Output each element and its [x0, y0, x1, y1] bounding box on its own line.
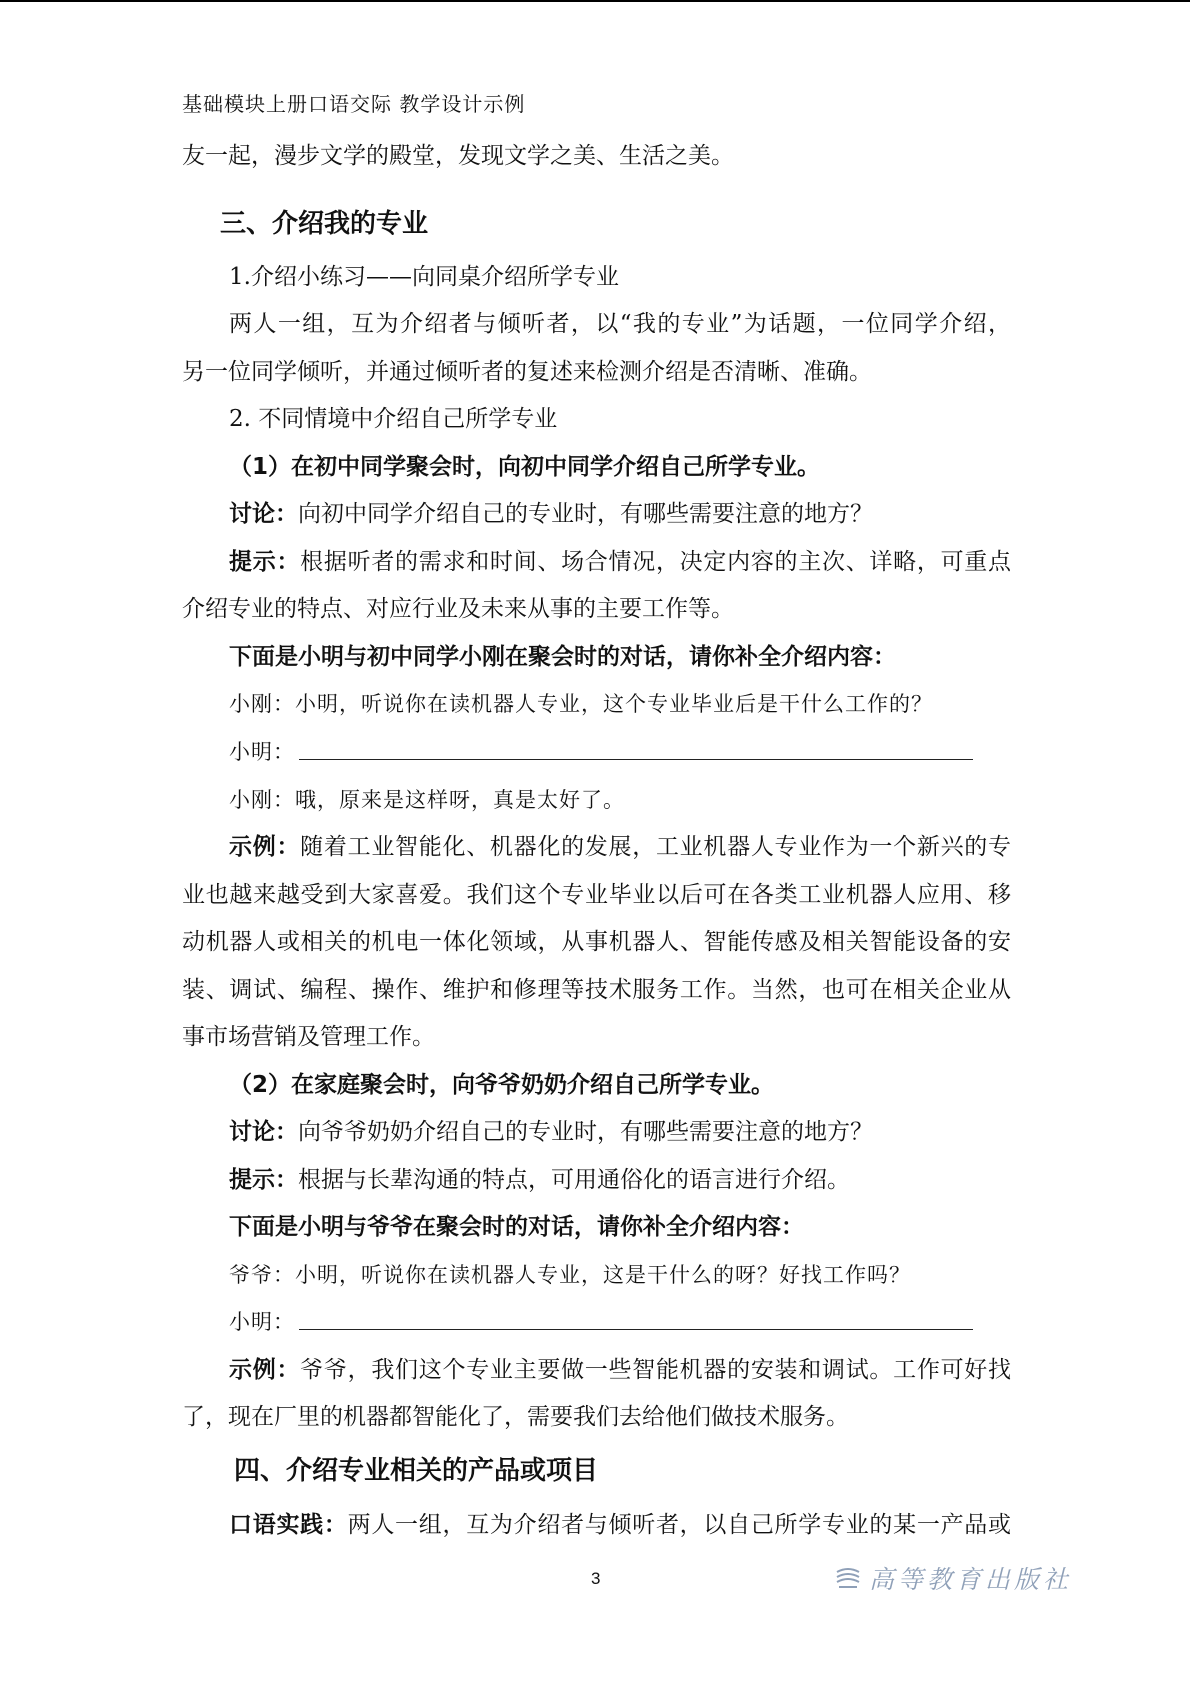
top-border: [0, 0, 1190, 2]
discussion-label: 讨论：: [229, 1119, 298, 1145]
subheading-1: 1.介绍小练习——向同桌介绍所学专业: [229, 264, 619, 290]
subheading-2: 2. 不同情境中介绍自己所学专业: [229, 406, 558, 432]
answer-blank: [299, 1329, 973, 1330]
example-label: 示例：: [229, 1357, 301, 1383]
task-line: 下面是小明与初中同学小刚在聚会时的对话，请你补全介绍内容：: [229, 644, 896, 670]
paragraph-line: 业也越来越受到大家喜爱。我们这个专业毕业以后可在各类工业机器人应用、移: [182, 882, 1011, 908]
oral-practice-label: 口语实践：: [229, 1512, 348, 1538]
publisher-logo: [835, 1560, 1072, 1596]
hint-text: 根据与长辈沟通的特点，可用通俗化的语言进行介绍。: [298, 1167, 850, 1193]
section-heading-3: 三、介绍我的专业: [220, 209, 429, 239]
case-heading-1: （1）在初中同学聚会时，向初中同学介绍自己所学专业。: [229, 454, 821, 480]
dialogue-line: 小明：: [229, 740, 295, 764]
hint-text: 根据听者的需求和时间、场合情况，决定内容的主次、详略，可重点: [300, 549, 1011, 575]
paragraph-line: 事市场营销及管理工作。: [182, 1024, 435, 1050]
hint-label: 提示：: [229, 549, 301, 575]
paragraph-line: 介绍专业的特点、对应行业及未来从事的主要工作等。: [182, 596, 734, 622]
example-text: 爷爷，我们这个专业主要做一些智能机器的安装和调试。工作可好找: [300, 1357, 1011, 1383]
discussion-text: 向初中同学介绍自己的专业时，有哪些需要注意的地方？: [298, 501, 873, 527]
hint-line: [229, 1165, 850, 1195]
answer-blank: [299, 759, 973, 760]
dialogue-line: 小刚：哦，原来是这样呀，真是太好了。: [229, 788, 625, 812]
task-line: 下面是小明与爷爷在聚会时的对话，请你补全介绍内容：: [229, 1214, 804, 1240]
dialogue-line: 小刚：小明，听说你在读机器人专业，这个专业毕业后是干什么工作的？: [229, 692, 933, 716]
dialogue-line: 小明：: [229, 1310, 295, 1334]
paragraph-line: 友一起，漫步文学的殿堂，发现文学之美、生活之美。: [182, 143, 734, 169]
oral-practice-line: [229, 1510, 1011, 1540]
discussion-line: [229, 499, 873, 529]
running-header: 基础模块上册口语交际 教学设计示例: [182, 92, 526, 116]
oral-practice-text: 两人一组，互为介绍者与倾听者，以自己所学专业的某一产品或: [347, 1512, 1011, 1538]
paragraph-line: 动机器人或相关的机电一体化领域，从事机器人、智能传感及相关智能设备的安: [182, 929, 1011, 955]
hint-line: [229, 547, 1011, 577]
page-number: 3: [591, 1569, 601, 1588]
case-heading-2: （2）在家庭聚会时，向爷爷奶奶介绍自己所学专业。: [229, 1072, 775, 1098]
discussion-label: 讨论：: [229, 501, 298, 527]
paragraph-line: 另一位同学倾听，并通过倾听者的复述来检测介绍是否清晰、准确。: [182, 359, 872, 385]
example-line: [229, 832, 1011, 862]
publisher-name: 高等教育出版社: [869, 1565, 1073, 1594]
dialogue-line: 爷爷：小明，听说你在读机器人专业，这是干什么的呀？好找工作吗？: [229, 1263, 911, 1287]
paragraph-line: 两人一组，互为介绍者与倾听者，以“我的专业”为话题，一位同学介绍，: [229, 311, 1011, 337]
example-line: [229, 1355, 1011, 1385]
hint-label: 提示：: [229, 1167, 298, 1193]
paragraph-line: 装、调试、编程、操作、维护和修理等技术服务工作。当然，也可在相关企业从: [182, 977, 1011, 1003]
example-text: 随着工业智能化、机器化的发展，工业机器人专业作为一个新兴的专: [300, 834, 1011, 860]
discussion-line: [229, 1117, 873, 1147]
section-heading-4: 四、介绍专业相关的产品或项目: [234, 1456, 599, 1486]
discussion-text: 向爷爷奶奶介绍自己的专业时，有哪些需要注意的地方？: [298, 1119, 873, 1145]
paragraph-line: 了，现在厂里的机器都智能化了，需要我们去给他们做技术服务。: [182, 1404, 849, 1430]
publisher-logo-icon: [835, 1566, 861, 1590]
example-label: 示例：: [229, 834, 301, 860]
